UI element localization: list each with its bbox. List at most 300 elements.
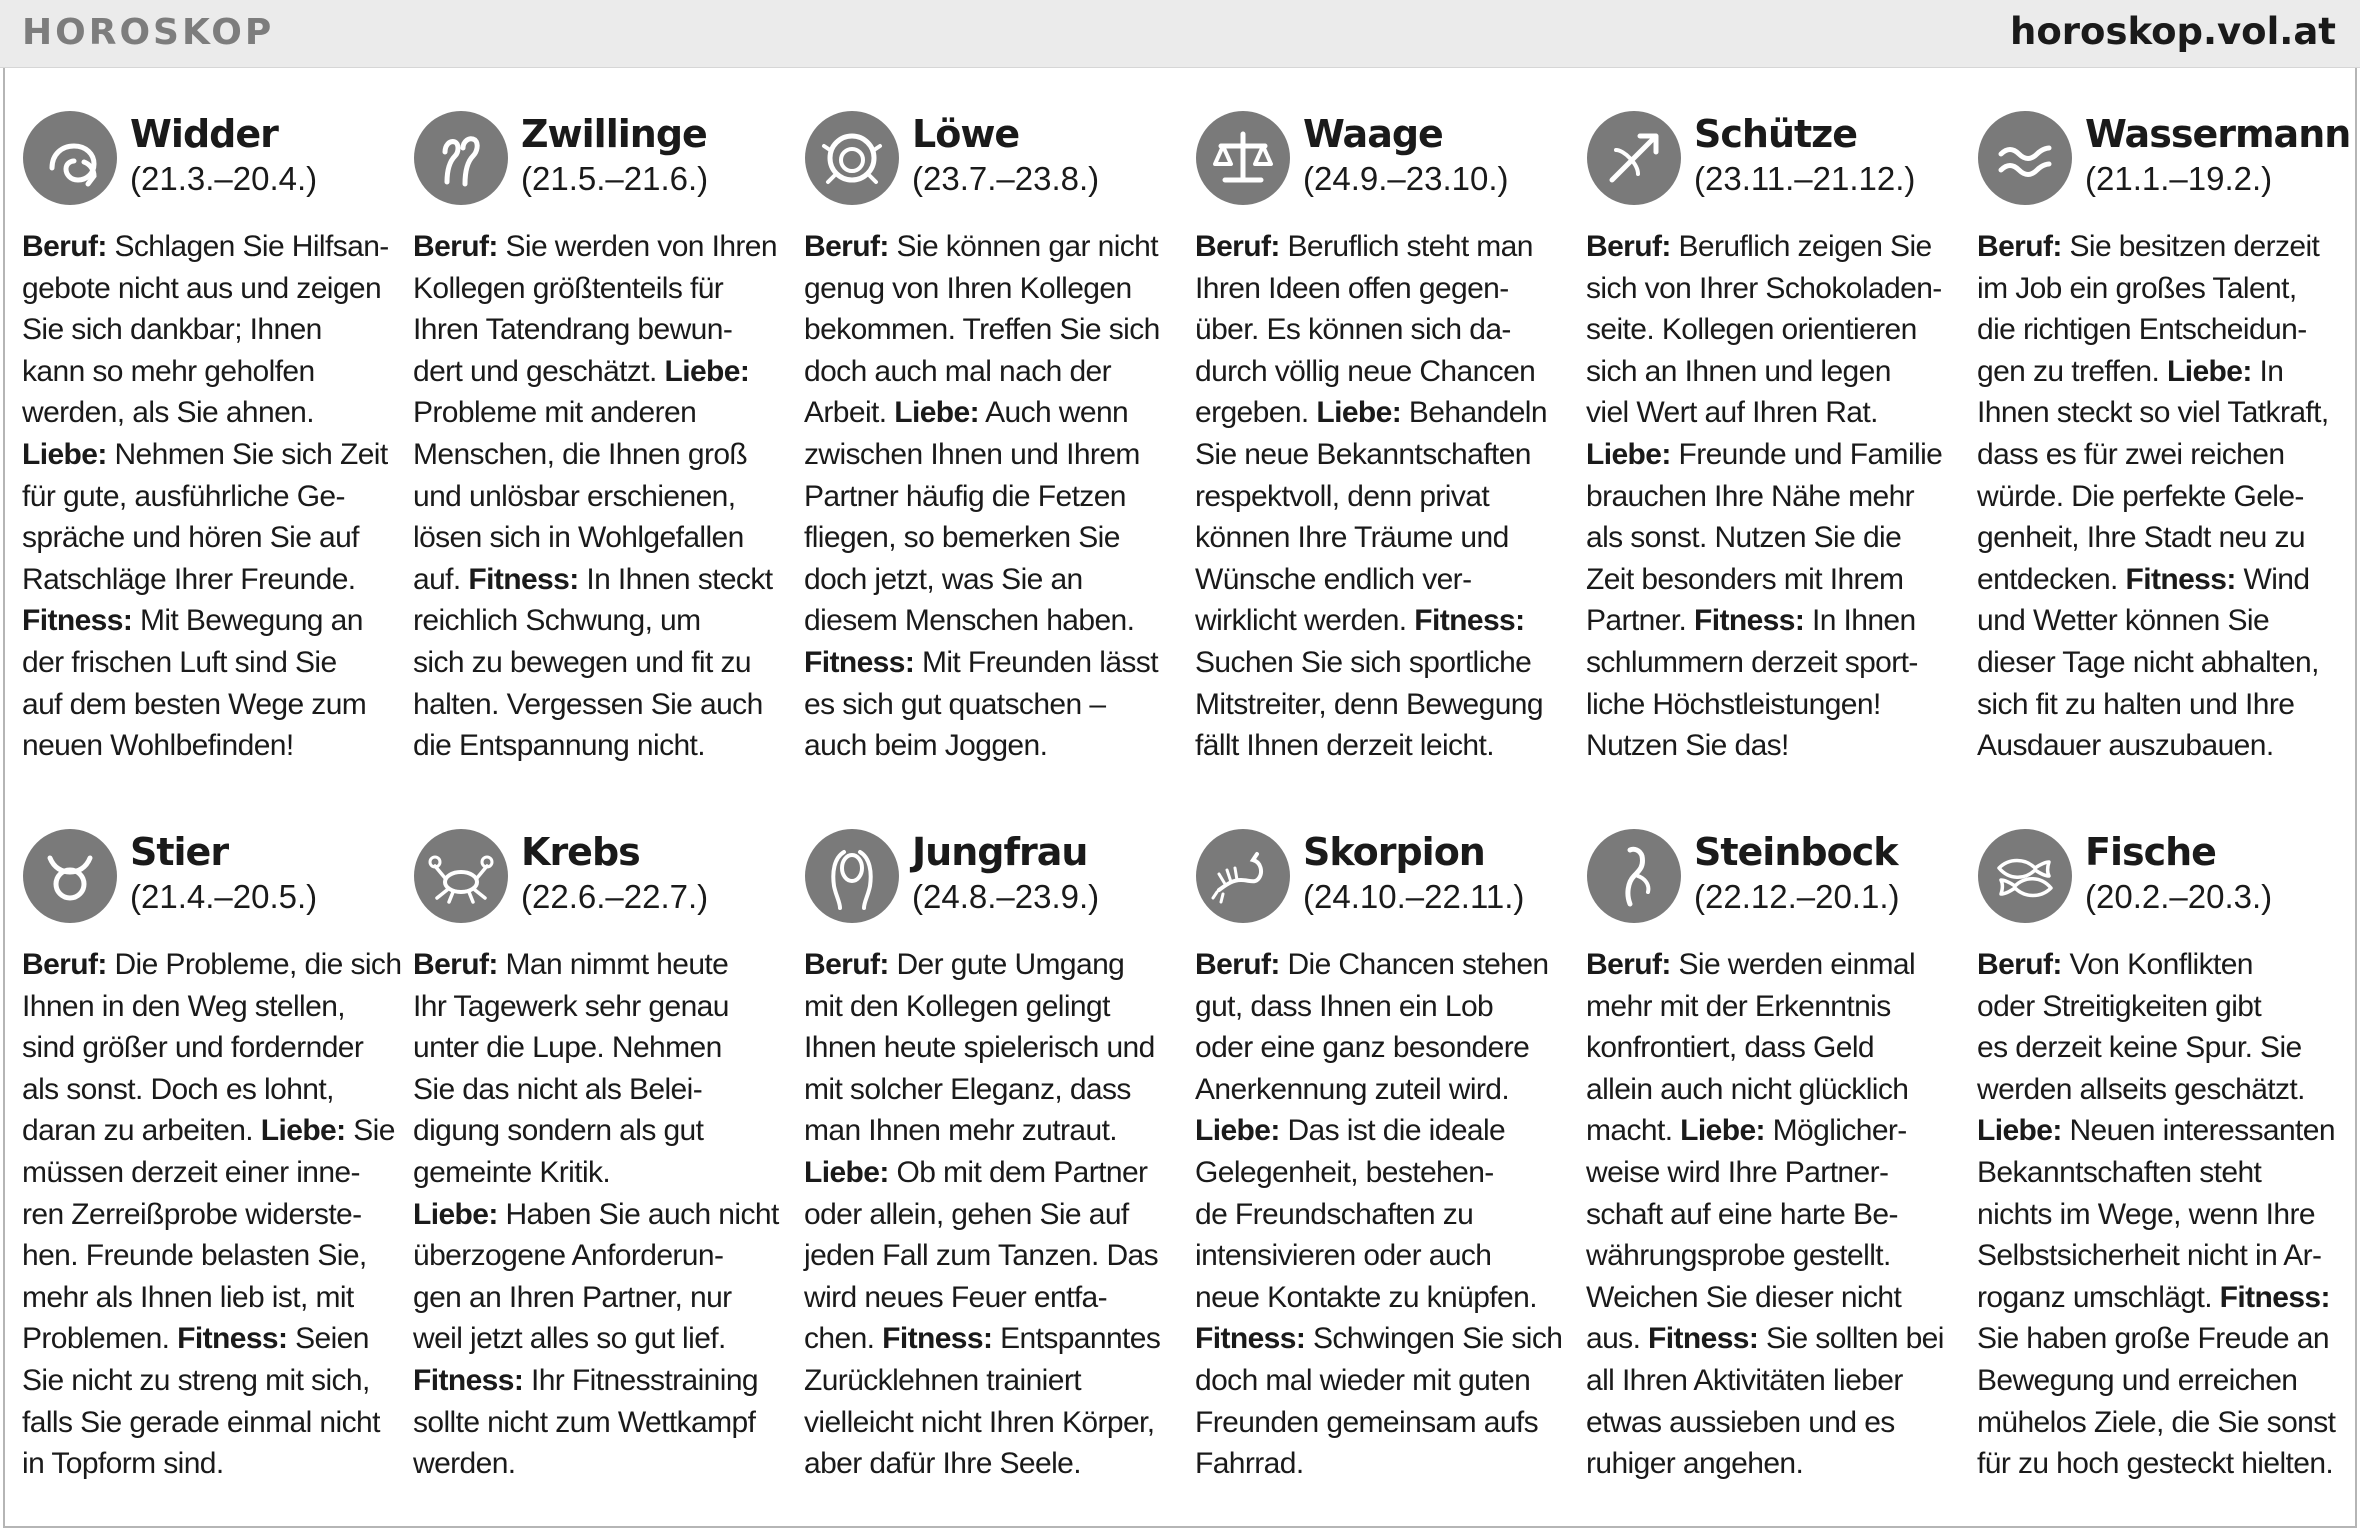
sign-name: Steinbock <box>1694 830 1898 874</box>
text-line <box>413 351 788 393</box>
text-run: als sonst. Doch es lohnt, <box>22 1072 334 1106</box>
text-run: auf. <box>413 562 469 596</box>
text-run: sich zu bewegen und fit zu <box>413 645 751 679</box>
text-line <box>1586 517 1961 559</box>
category-label: Beruf: <box>413 948 498 981</box>
text-line <box>22 1194 397 1236</box>
text-line <box>1586 600 1961 642</box>
category-label: Fitness: <box>1195 1322 1306 1356</box>
text-run: Partner häufig die Fetzen <box>804 479 1126 513</box>
sign-name: Fische <box>2085 830 2216 874</box>
text-line <box>1977 1318 2352 1360</box>
text-run: Partner. <box>1586 604 1694 638</box>
category-label: Beruf: <box>1195 230 1280 263</box>
text-run: halten. Vergessen Sie auch <box>413 687 763 721</box>
text-run: unter die Lupe. Nehmen <box>413 1031 722 1065</box>
text-line <box>1586 986 1961 1028</box>
text-run: roganz umschlägt. <box>1977 1280 2220 1314</box>
sign-dates: (22.6.–22.7.) <box>521 878 709 915</box>
category-label: Liebe: <box>22 437 107 471</box>
text-run: Ihr Tagewerk sehr genau <box>413 989 729 1023</box>
text-line <box>1977 1360 2352 1402</box>
text-run: Wind <box>2235 562 2310 596</box>
text-line <box>1586 1194 1961 1236</box>
text-line <box>804 476 1179 518</box>
text-run: Arbeit. <box>804 396 895 430</box>
text-run: wird neues Feuer entfa- <box>804 1280 1108 1314</box>
text-run: oder eine ganz besondere <box>1195 1031 1530 1065</box>
text-line <box>1195 309 1570 351</box>
text-line <box>804 1277 1179 1319</box>
category-label: Liebe: <box>894 396 979 430</box>
text-run: Das ist die ideale <box>1279 1114 1506 1148</box>
crab-icon <box>413 828 509 924</box>
text-run: In Ihnen steckt <box>578 562 773 596</box>
text-run: Anerkennung zuteil wird. <box>1195 1072 1510 1106</box>
sign-dates: (21.3.–20.4.) <box>130 160 318 197</box>
text-line <box>1586 1360 1961 1402</box>
text-line <box>1977 1110 2352 1152</box>
text-run: Ausdauer auszubauen. <box>1977 729 2274 763</box>
text-line <box>1586 1402 1961 1444</box>
text-line <box>1977 434 2352 476</box>
text-line <box>413 1360 788 1402</box>
text-line <box>1195 725 1570 767</box>
text-run: Mit Bewegung an <box>132 604 363 638</box>
text-line <box>1195 1152 1570 1194</box>
text-run: reichlich Schwung, um <box>413 604 701 638</box>
horoscope-text <box>413 226 788 767</box>
text-line <box>1977 559 2352 601</box>
text-run: Sie können gar nicht <box>888 230 1158 263</box>
text-line <box>804 684 1179 726</box>
text-run: gut, dass Ihnen ein Lob <box>1195 989 1494 1023</box>
text-line <box>1195 559 1570 601</box>
text-run: die richtigen Entscheidun- <box>1977 313 2307 347</box>
text-run: Möglicher- <box>1764 1114 1907 1148</box>
fish-icon <box>1977 828 2073 924</box>
text-line <box>1195 517 1570 559</box>
text-line <box>1977 1443 2352 1485</box>
text-line <box>1195 944 1570 986</box>
text-run: sich fit zu halten und Ihre <box>1977 687 2295 721</box>
category-label: Fitness: <box>413 1363 524 1397</box>
text-run: Nehmen Sie sich Zeit <box>106 437 388 471</box>
text-run: konfrontiert, dass Geld <box>1586 1031 1875 1065</box>
text-line <box>22 944 402 986</box>
text-line <box>804 1443 1179 1485</box>
category-label: Liebe: <box>1680 1114 1765 1148</box>
category-label: Fitness: <box>177 1322 288 1356</box>
category-label: Beruf: <box>1977 230 2062 263</box>
text-line <box>804 1152 1179 1194</box>
text-run: oder Streitigkeiten gibt <box>1977 989 2262 1023</box>
text-run: Probleme mit anderen <box>413 396 697 430</box>
text-run: Die Probleme, die sich <box>106 948 402 981</box>
text-line <box>22 559 397 601</box>
text-run: werden. <box>413 1447 516 1481</box>
category-label: Beruf: <box>1586 948 1671 981</box>
text-line <box>1195 986 1570 1028</box>
text-line <box>1195 1069 1570 1111</box>
category-label: Beruf: <box>413 230 498 263</box>
horoscope-text <box>1977 226 2352 767</box>
text-line <box>1586 226 1961 268</box>
text-line <box>1195 1027 1570 1069</box>
text-line <box>1977 986 2352 1028</box>
text-run: im Job ein großes Talent, <box>1977 271 2297 305</box>
text-run: werden, als Sie ahnen. <box>22 396 315 430</box>
category-label: Liebe: <box>1195 1114 1280 1148</box>
text-run: neuen Wohlbefinden! <box>22 729 294 763</box>
text-run: oder allein, gehen Sie auf <box>804 1197 1129 1231</box>
virgin-icon <box>804 828 900 924</box>
horoscope-text <box>1586 944 1961 1485</box>
text-line <box>1977 1277 2352 1319</box>
text-run: sich an Ihnen und legen <box>1586 354 1891 388</box>
text-run: und unlösbar erschienen, <box>413 479 736 513</box>
text-line <box>1195 1277 1570 1319</box>
text-run: Mit Freunden lässt <box>914 645 1158 679</box>
sign-name: Stier <box>130 830 229 874</box>
text-run: Seien <box>287 1322 369 1356</box>
horoscope-text <box>1977 944 2352 1485</box>
sign-name: Krebs <box>521 830 640 874</box>
ibex-icon <box>1586 828 1682 924</box>
text-line <box>1977 476 2352 518</box>
text-line <box>1586 268 1961 310</box>
text-line <box>1586 392 1961 434</box>
category-label: Fitness: <box>22 604 133 638</box>
text-run: sich von Ihrer Schokoladen- <box>1586 271 1942 305</box>
text-run: liche Höchstleistungen! <box>1586 687 1881 721</box>
text-line <box>22 476 397 518</box>
text-line <box>1977 268 2352 310</box>
text-line <box>1977 1402 2352 1444</box>
text-line <box>1195 434 1570 476</box>
category-label: Beruf: <box>1586 230 1671 263</box>
text-run: Zurücklehnen trainiert <box>804 1363 1081 1397</box>
text-run: falls Sie gerade einmal nicht <box>22 1405 380 1439</box>
text-run: Ihr Fitnesstraining <box>523 1363 759 1397</box>
text-line <box>22 642 397 684</box>
text-line <box>804 1360 1179 1402</box>
text-run: Fahrrad. <box>1195 1447 1304 1481</box>
sign-dates: (23.7.–23.8.) <box>912 160 1100 197</box>
text-line <box>413 1318 788 1360</box>
text-line <box>1586 559 1961 601</box>
text-run: dass es für zwei reichen <box>1977 437 2285 471</box>
sign-name: Wassermann <box>2085 112 2351 156</box>
text-run: genheit, Ihre Stadt neu zu <box>1977 521 2305 555</box>
text-run: ergeben. <box>1195 396 1317 430</box>
text-line <box>1195 226 1570 268</box>
horoscope-text <box>804 226 1179 767</box>
text-run: bekommen. Treffen Sie sich <box>804 313 1160 347</box>
text-line <box>22 517 397 559</box>
text-line <box>1586 1443 1961 1485</box>
category-label: Beruf: <box>22 230 107 263</box>
text-run: Ihnen heute spielerisch und <box>804 1031 1155 1065</box>
category-label: Liebe: <box>1977 1114 2062 1148</box>
text-line <box>804 600 1179 642</box>
sign-name: Skorpion <box>1303 830 1485 874</box>
sign-name: Zwillinge <box>521 112 707 156</box>
text-line <box>22 1402 397 1444</box>
text-run: respektvoll, denn privat <box>1195 479 1490 513</box>
page-header <box>0 0 2360 68</box>
text-run: Nutzen Sie das! <box>1586 729 1789 763</box>
text-line <box>804 309 1179 351</box>
text-line <box>413 1194 788 1236</box>
text-run: dert und geschätzt. <box>413 354 665 388</box>
text-line <box>22 684 397 726</box>
text-run: müssen derzeit einer inne- <box>22 1155 360 1189</box>
text-run: für zu hoch gesteckt hielten. <box>1977 1447 2334 1481</box>
text-run: Schlagen Sie Hilfsan- <box>106 230 389 263</box>
text-line <box>413 226 788 268</box>
text-run: nichts im Wege, wenn Ihre <box>1977 1197 2315 1231</box>
horoscope-text <box>1586 226 1961 767</box>
text-run: Beruflich zeigen Sie <box>1670 230 1932 263</box>
text-line <box>1195 684 1570 726</box>
text-run: viel Wert auf Ihren Rat. <box>1586 396 1878 430</box>
sign-name: Widder <box>130 112 278 156</box>
text-run: würde. Die perfekte Gele- <box>1977 479 2304 513</box>
text-run: kann so mehr geholfen <box>22 354 315 388</box>
text-line <box>1586 725 1961 767</box>
text-run: In <box>2251 354 2284 388</box>
text-line <box>1195 1194 1570 1236</box>
text-run: weise wird Ihre Partner- <box>1586 1155 1889 1189</box>
text-line <box>413 600 788 642</box>
text-run: lösen sich in Wohlgefallen <box>413 521 744 555</box>
text-line <box>1977 1027 2352 1069</box>
text-run: vielleicht nicht Ihren Körper, <box>804 1405 1155 1439</box>
horoscope-text <box>22 944 402 1485</box>
category-label: Fitness: <box>1648 1322 1759 1356</box>
text-line <box>22 392 397 434</box>
text-line <box>804 1318 1179 1360</box>
text-run: gen an Ihren Partner, nur <box>413 1280 732 1314</box>
scales-icon <box>1195 110 1291 206</box>
text-line <box>413 392 788 434</box>
category-label: Fitness: <box>882 1322 993 1356</box>
text-run: de Freundschaften zu <box>1195 1197 1474 1231</box>
text-run: Problemen. <box>22 1322 178 1356</box>
text-line <box>1586 1277 1961 1319</box>
text-line <box>804 986 1179 1028</box>
text-line <box>1977 1069 2352 1111</box>
text-run: die Entspannung nicht. <box>413 729 706 763</box>
text-run: mehr mit der Erkenntnis <box>1586 989 1891 1023</box>
text-run: Man nimmt heute <box>497 948 729 981</box>
text-run: Ihren Ideen offen gegen- <box>1195 271 1509 305</box>
text-run: zwischen Ihnen und Ihrem <box>804 437 1140 471</box>
text-run: Sie besitzen derzeit <box>2061 230 2320 263</box>
text-line <box>1977 600 2352 642</box>
text-line <box>22 1318 397 1360</box>
text-run: daran zu arbeiten. <box>22 1114 261 1148</box>
text-run: durch völlig neue Chancen <box>1195 354 1536 388</box>
text-line <box>1586 476 1961 518</box>
category-label: Fitness: <box>1694 604 1805 638</box>
text-line <box>1977 517 2352 559</box>
text-run: dieser Tage nicht abhalten, <box>1977 645 2319 679</box>
text-run: digung sondern als gut <box>413 1114 704 1148</box>
horoscope-text <box>22 226 397 767</box>
text-run: ruhiger angehen. <box>1586 1447 1804 1481</box>
text-run: chen. <box>804 1322 883 1356</box>
text-run: doch mal wieder mit guten <box>1195 1363 1531 1397</box>
ram-icon <box>22 110 118 206</box>
text-line <box>1586 1318 1961 1360</box>
text-run: Sie werden von Ihren <box>497 230 777 263</box>
text-run: fliegen, so bemerken Sie <box>804 521 1120 555</box>
text-run: es sich gut quatschen – <box>804 687 1106 721</box>
category-label: Liebe: <box>1316 396 1402 430</box>
text-line <box>22 1027 397 1069</box>
text-line <box>804 226 1179 268</box>
text-line <box>1195 1402 1570 1444</box>
category-label: Fitness: <box>2219 1280 2330 1314</box>
text-line <box>1586 1110 1961 1152</box>
text-line <box>1586 684 1961 726</box>
text-run: währungsprobe gestellt. <box>1586 1239 1891 1273</box>
text-run: gemeinte Kritik. <box>413 1155 611 1189</box>
text-line <box>804 944 1179 986</box>
text-run: all Ihren Aktivitäten lieber <box>1586 1363 1903 1397</box>
text-line <box>1977 1194 2352 1236</box>
text-line <box>1195 476 1570 518</box>
text-line <box>804 392 1179 434</box>
text-line <box>1195 351 1570 393</box>
text-run: als sonst. Nutzen Sie die <box>1586 521 1902 555</box>
sign-dates: (22.12.–20.1.) <box>1694 878 1900 915</box>
text-run: Sie <box>345 1114 395 1148</box>
text-run: über. Es können sich da- <box>1195 313 1511 347</box>
text-line <box>804 1110 1179 1152</box>
text-line <box>1195 1318 1570 1360</box>
text-run: etwas aussieben und es <box>1586 1405 1895 1439</box>
text-line <box>22 1360 397 1402</box>
text-run: In Ihnen <box>1804 604 1916 638</box>
sign-dates: (23.11.–21.12.) <box>1694 160 1916 197</box>
text-run: weil jetzt alles so gut lief. <box>413 1322 726 1356</box>
text-line <box>413 309 788 351</box>
text-run: sind größer und fordernder <box>22 1031 364 1065</box>
sign-name: Löwe <box>912 112 1020 156</box>
text-line <box>804 1235 1179 1277</box>
text-line <box>22 725 397 767</box>
text-run: doch auch mal nach der <box>804 354 1112 388</box>
text-line <box>413 1443 788 1485</box>
text-line <box>1195 1235 1570 1277</box>
site-url[interactable]: horoskop.vol.at <box>2010 10 2336 53</box>
text-line <box>22 1443 397 1485</box>
text-run: Entspanntes <box>992 1322 1161 1356</box>
text-run: Kollegen größtenteils für <box>413 271 724 305</box>
text-line <box>1586 1027 1961 1069</box>
text-line <box>413 517 788 559</box>
text-run: Der gute Umgang <box>888 948 1125 981</box>
text-run: Mitstreiter, denn Bewegung <box>1195 687 1543 721</box>
text-run: Die Chancen stehen <box>1279 948 1549 981</box>
text-line <box>804 1194 1179 1236</box>
text-line <box>1977 351 2352 393</box>
sign-dates: (21.5.–21.6.) <box>521 160 709 197</box>
sign-dates: (20.2.–20.3.) <box>2085 878 2273 915</box>
text-run: Schwingen Sie sich <box>1305 1322 1563 1356</box>
text-run: aber dafür Ihre Seele. <box>804 1447 1081 1481</box>
category-label: Fitness: <box>1414 604 1525 638</box>
category-label: Fitness: <box>804 645 915 679</box>
text-line <box>22 268 397 310</box>
lion-icon <box>804 110 900 206</box>
text-line <box>804 725 1179 767</box>
text-line <box>413 642 788 684</box>
text-run: Wünsche endlich ver- <box>1195 562 1472 596</box>
text-line <box>1977 309 2352 351</box>
text-run: mühelos Ziele, die Sie sonst <box>1977 1405 2336 1439</box>
sign-dates: (21.4.–20.5.) <box>130 878 318 915</box>
text-run: diesem Menschen haben. <box>804 604 1135 638</box>
text-run: gen zu treffen. <box>1977 354 2167 388</box>
text-line <box>413 725 788 767</box>
category-label: Liebe: <box>1586 437 1671 471</box>
text-run: ren Zerreißprobe widerste- <box>22 1197 362 1231</box>
text-run: mit den Kollegen gelingt <box>804 989 1110 1023</box>
text-run: wirklicht werden. <box>1195 604 1415 638</box>
horoscope-text <box>413 944 788 1485</box>
category-label: Beruf: <box>804 948 889 981</box>
archer-icon <box>1586 110 1682 206</box>
text-line <box>1977 392 2352 434</box>
text-line <box>1195 1360 1570 1402</box>
category-label: Liebe: <box>804 1155 889 1189</box>
text-line <box>1586 1235 1961 1277</box>
text-line <box>1195 1443 1570 1485</box>
text-line <box>804 517 1179 559</box>
text-run: in Topform sind. <box>22 1447 224 1481</box>
text-run: Haben Sie auch nicht <box>497 1197 779 1231</box>
text-line <box>1977 725 2352 767</box>
text-run: neue Kontakte zu knüpfen. <box>1195 1280 1537 1314</box>
text-run: mehr als Ihnen lieb ist, mit <box>22 1280 354 1314</box>
text-run: werden allseits geschätzt. <box>1977 1072 2305 1106</box>
text-line <box>413 944 788 986</box>
text-run: macht. <box>1586 1114 1681 1148</box>
text-run: können Ihre Träume und <box>1195 521 1509 555</box>
text-run: doch jetzt, was Sie an <box>804 562 1083 596</box>
text-run: Sie werden einmal <box>1670 948 1916 981</box>
text-line <box>1195 392 1570 434</box>
text-line <box>22 226 397 268</box>
category-label: Beruf: <box>22 948 107 981</box>
text-line <box>1586 1152 1961 1194</box>
sign-dates: (24.8.–23.9.) <box>912 878 1100 915</box>
text-line <box>1977 1235 2352 1277</box>
text-run: auf dem besten Wege zum <box>22 687 367 721</box>
text-run: schlummern derzeit sport- <box>1586 645 1918 679</box>
text-run: und Wetter können Sie <box>1977 604 2270 638</box>
text-run: schaft auf eine harte Be- <box>1586 1197 1898 1231</box>
text-line <box>1977 944 2352 986</box>
category-label: Liebe: <box>664 354 750 388</box>
category-label: Liebe: <box>413 1197 498 1231</box>
text-line <box>22 986 397 1028</box>
text-run: allein auch nicht glücklich <box>1586 1072 1909 1106</box>
